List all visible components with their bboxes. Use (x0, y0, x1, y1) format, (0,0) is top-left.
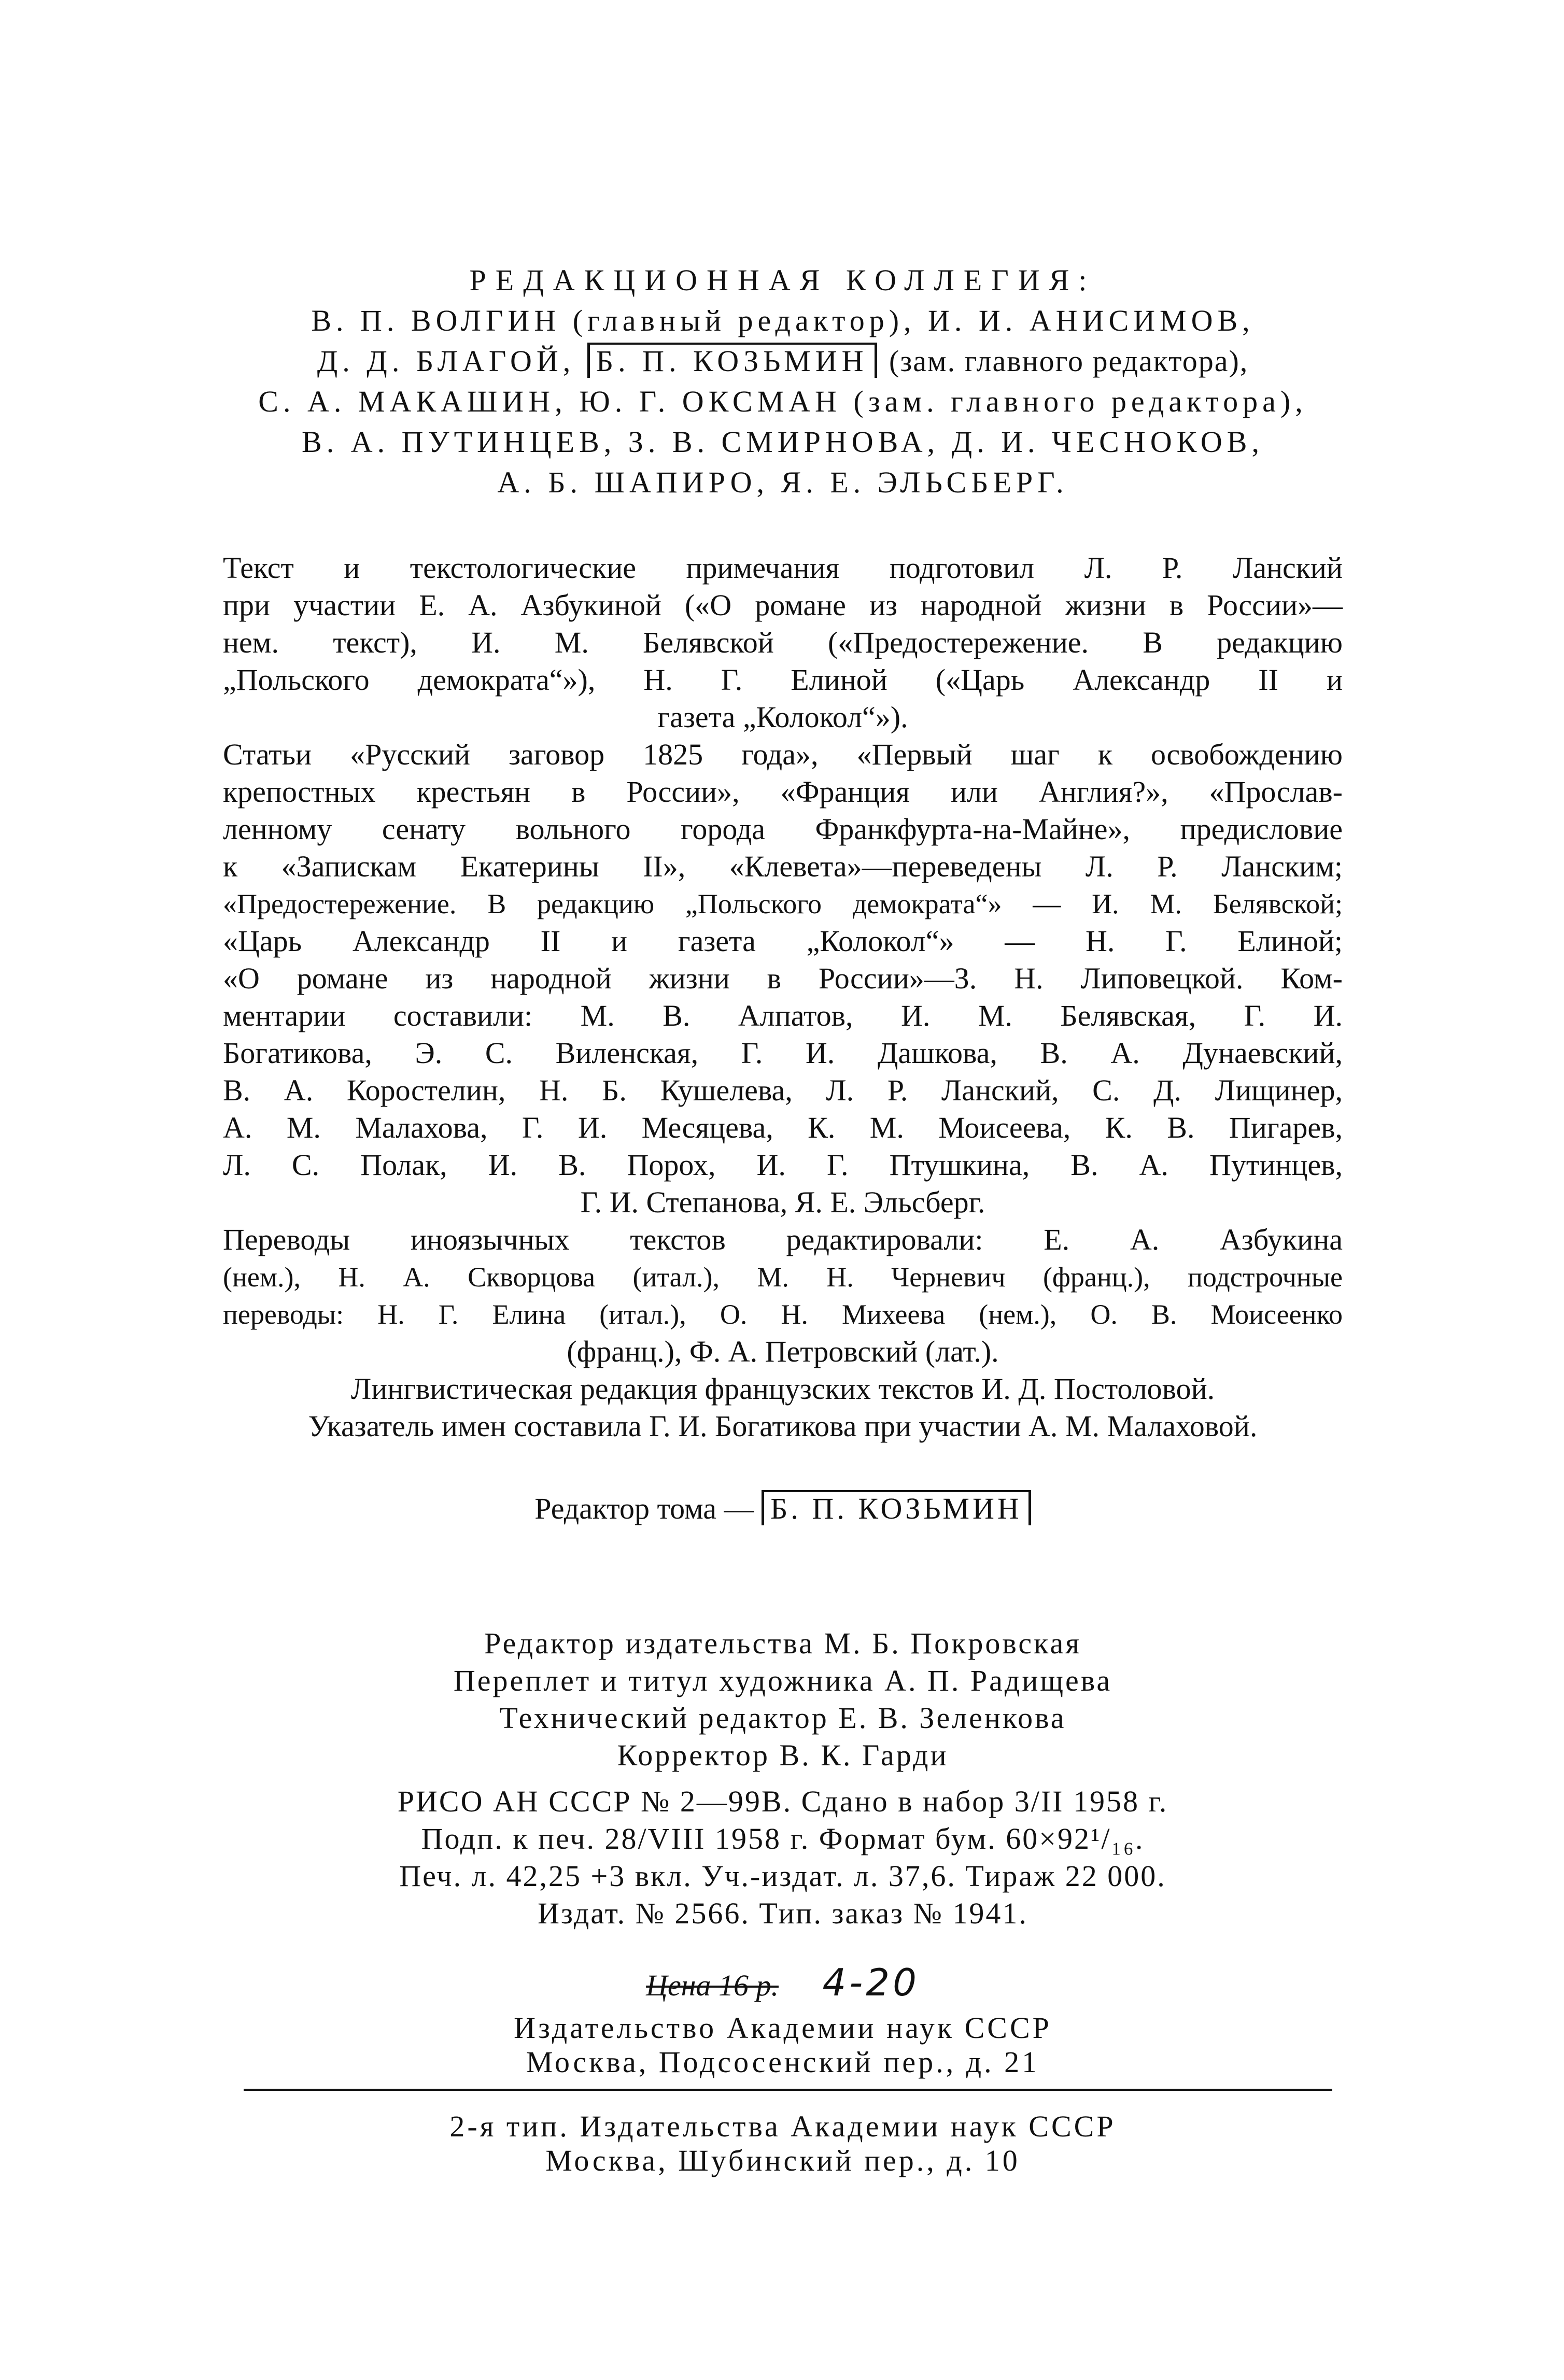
imprint-line: Печ. л. 42,25 +3 вкл. Уч.-издат. л. 37,6. Тираж 22 000. (399, 1859, 1166, 1893)
credits-line: нем. текст), И. М. Белявской («Предостережение. В редакцию (223, 626, 1343, 659)
credits-line: Переводы иноязычных текстов редактировали: Е. А. Азбукина (223, 1223, 1343, 1256)
printer (223, 2109, 1343, 2178)
divider-rule (244, 2089, 1332, 2091)
credits-line: при участии Е. А. Азбукиной («О романе из народной жизни в России»— (223, 588, 1343, 622)
credits-line: ментарии составили: М. В. Алпатов, И. М. Белявская, Г. И. (223, 999, 1343, 1032)
imprint-line: Подп. к печ. 28/VIII 1958 г. Формат бум. 60×92¹/₁₆. (421, 1822, 1145, 1855)
volume-editor-name-boxed: Б. П. КОЗЬМИН (762, 1490, 1031, 1525)
credits-line: Статьи «Русский заговор 1825 года», «Первый шаг к освобождению (223, 738, 1343, 771)
publishing-staff (223, 1625, 1343, 1774)
volume-editor-label: Редактор тома — (534, 1492, 754, 1525)
credits-line: «О романе из народной жизни в России»—З. Н. Липовецкой. Ком- (223, 961, 1343, 995)
printed-price-struck: Цена 16 р. (646, 1968, 779, 2002)
credits-line: газета „Колокол“»). (657, 700, 908, 734)
staff-line: Технический редактор Е. В. Зеленкова (499, 1701, 1066, 1735)
board-member-blagoy: Д. Д. БЛАГОЙ, (317, 344, 575, 378)
editorial-board (223, 262, 1343, 501)
printer-line: Москва, Шубинский пер., д. 10 (545, 2144, 1020, 2177)
credits-line: Текст и текстологические примечания подготовил Л. Р. Ланский (223, 551, 1343, 585)
publisher (223, 2011, 1343, 2079)
credits-line: Богатикова, Э. С. Виленская, Г. И. Дашкова, В. А. Дунаевский, (223, 1036, 1343, 1070)
imprint-data (223, 1783, 1343, 1932)
board-line-1: В. П. ВОЛГИН (главный редактор), И. И. АНИСИМОВ, (311, 304, 1255, 337)
credits-section (223, 549, 1343, 1445)
staff-line: Переплет и титул художника А. П. Радищева (453, 1664, 1112, 1697)
board-member-kozmin-boxed: Б. П. КОЗЬМИН (587, 343, 877, 378)
staff-line: Редактор издательства М. Б. Покровская (484, 1626, 1081, 1660)
credits-line: к «Запискам Екатерины II», «Клевета»—переведены Л. Р. Ланским; (223, 849, 1343, 883)
credits-line: ленному сенату вольного города Франкфурта-на-Майне», предисловие (223, 812, 1343, 846)
handwritten-price: 4-20 (822, 1961, 920, 2004)
credits-line: Лингвистическая редакция французских текстов И. Д. Постоловой. (350, 1372, 1215, 1406)
credits-line: А. М. Малахова, Г. И. Месяцева, К. М. Моисеева, К. В. Пигарев, (223, 1111, 1343, 1144)
board-line-2 (223, 343, 1343, 380)
credits-line: крепостных крестьян в России», «Франция или Англия?», «Прослав- (223, 775, 1343, 809)
board-line-4: В. А. ПУТИНЦЕВ, З. В. СМИРНОВА, Д. И. ЧЕСНОКОВ, (302, 425, 1264, 459)
credits-line: (нем.), Н. А. Скворцова (итал.), М. Н. Черневич (франц.), подстрочные (223, 1262, 1343, 1293)
credits-line: Г. И. Степанова, Я. Е. Эльсберг. (580, 1185, 985, 1219)
credits-line: В. А. Коростелин, Н. Б. Кушелева, Л. Р. Ланский, С. Д. Лищинер, (223, 1073, 1343, 1107)
price (223, 1959, 1343, 2009)
printer-line: 2-я тип. Издательства Академии наук СССР (449, 2109, 1116, 2143)
imprint-line: Издат. № 2566. Тип. заказ № 1941. (538, 1896, 1028, 1930)
credits-line: Л. С. Полак, И. В. Порох, И. Г. Птушкина, В. А. Путинцев, (223, 1148, 1343, 1182)
board-line-5: А. Б. ШАПИРО, Я. Е. ЭЛЬСБЕРГ. (497, 465, 1068, 499)
volume-editor (223, 1490, 1343, 1527)
board-role-deputy: (зам. главного редактора), (889, 344, 1249, 378)
credits-line: «Царь Александр II и газета „Колокол“» — Н. Г. Елиной; (223, 924, 1343, 958)
imprint-line: РИСО АН СССР № 2—99В. Сдано в набор 3/II 1958 г. (397, 1784, 1168, 1818)
publisher-line: Издательство Академии наук СССР (514, 2011, 1052, 2045)
publisher-line: Москва, Подсосенский пер., д. 21 (526, 2045, 1040, 2079)
staff-line: Корректор В. К. Гарди (617, 1738, 949, 1772)
board-heading: РЕДАКЦИОННАЯ КОЛЛЕГИЯ: (469, 263, 1096, 297)
board-line-3: С. А. МАКАШИН, Ю. Г. ОКСМАН (зам. главного редактора), (258, 385, 1307, 418)
credits-line: (франц.), Ф. А. Петровский (лат.). (567, 1335, 999, 1368)
credits-line: Указатель имен составила Г. И. Богатикова при участии А. М. Малаховой. (308, 1409, 1258, 1443)
credits-line: „Польского демократа“»), Н. Г. Елиной («Царь Александр II и (223, 663, 1343, 697)
credits-line: «Предостережение. В редакцию „Польского демократа“» — И. М. Белявской; (223, 888, 1343, 919)
credits-line: переводы: Н. Г. Елина (итал.), О. Н. Михеева (нем.), О. В. Моисеенко (223, 1299, 1343, 1330)
